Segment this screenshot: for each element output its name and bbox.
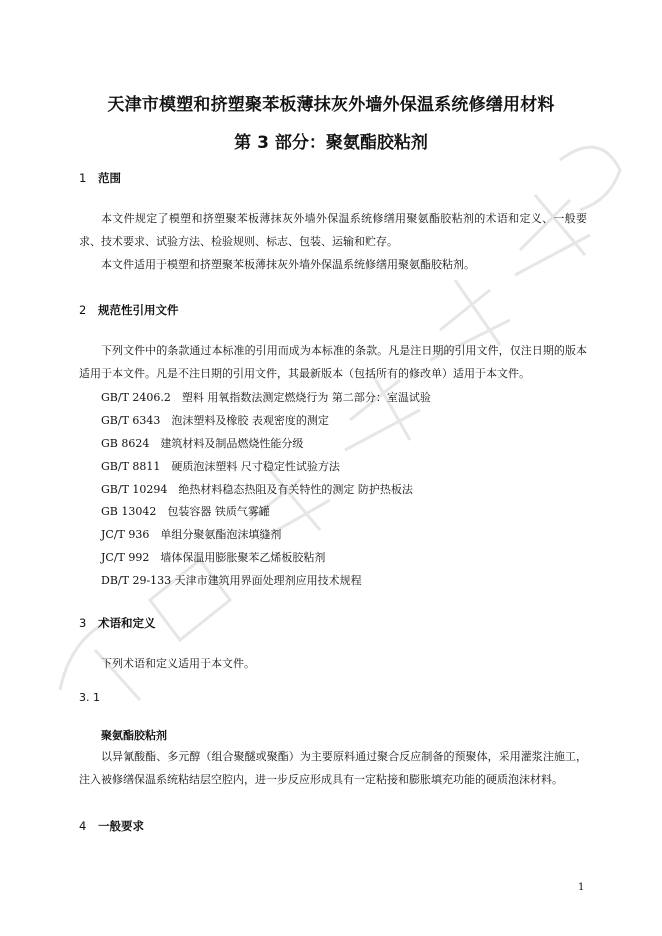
section-4-title: 一般要求 bbox=[98, 819, 144, 833]
section-4-number: 4 bbox=[79, 819, 87, 833]
section-1-heading bbox=[79, 170, 121, 186]
subsection-number: 3. 1 bbox=[79, 691, 100, 704]
reference-item: GB 13042 包装容器 铁质气雾罐 bbox=[101, 505, 270, 518]
section-3-number: 3 bbox=[79, 616, 87, 630]
reference-item: GB/T 6343 泡沫塑料及橡胶 表观密度的测定 bbox=[101, 414, 329, 427]
reference-item: GB/T 8811 硬质泡沫塑料 尺寸稳定性试验方法 bbox=[101, 460, 340, 473]
reference-item: JC/T 936 单组分聚氨酯泡沫填缝剂 bbox=[101, 528, 282, 541]
section-4-heading bbox=[79, 818, 144, 834]
reference-item: DB/T 29-133 天津市建筑用界面处理剂应用技术规程 bbox=[101, 574, 362, 587]
reference-item: GB/T 10294 绝热材料稳态热阻及有关特性的测定 防护热板法 bbox=[101, 483, 413, 496]
term-definition: 以异氰酸酯、多元醇（组合聚醚或聚酯）为主要原料通过聚合反应制备的预聚体，采用灌浆注施工，注入被修缮保温系统粘结层空腔内，进一步反应形成具有一定粘接和膨胀填充功能的硬质泡沫材料。 bbox=[79, 750, 587, 786]
document-title: 天津市模塑和挤塑聚苯板薄抹灰外墙外保温系统修缮用材料 bbox=[107, 95, 555, 115]
section-2-title: 规范性引用文件 bbox=[98, 303, 179, 317]
term-heading: 聚氨酯胶粘剂 bbox=[101, 729, 167, 742]
section-2-heading bbox=[79, 302, 179, 318]
section-2-paragraph: 下列文件中的条款通过本标准的引用而成为本标准的条款。凡是注日期的引用文件，仅注日期的版本适用于本文件。凡是不注日期的引用文件，其最新版本（包括所有的修改单）适用于本文件。 bbox=[79, 344, 587, 380]
page-number: 1 bbox=[578, 882, 585, 893]
section-3-paragraph: 下列术语和定义适用于本文件。 bbox=[101, 657, 255, 670]
section-3-heading bbox=[79, 615, 156, 631]
document-subtitle: 第 3 部分：聚氨酯胶粘剂 bbox=[234, 133, 428, 153]
section-1-paragraph-1: 本文件规定了模塑和挤塑聚苯板薄抹灰外墙外保温系统修缮用聚氨酯胶粘剂的术语和定义、一般要求、技术要求、试验方法、检验规则、标志、包装、运输和贮存。 bbox=[79, 212, 587, 248]
section-3-title: 术语和定义 bbox=[98, 616, 156, 630]
section-2-number: 2 bbox=[79, 303, 87, 317]
section-1-title: 范围 bbox=[98, 171, 121, 185]
reference-item: GB/T 2406.2 塑料 用氧指数法测定燃烧行为 第二部分：室温试验 bbox=[101, 391, 431, 404]
section-1-number: 1 bbox=[79, 171, 87, 185]
reference-item: JC/T 992 墙体保温用膨胀聚苯乙烯板胶粘剂 bbox=[101, 551, 326, 564]
section-1-paragraph-2: 本文件适用于模塑和挤塑聚苯板薄抹灰外墙外保温系统修缮用聚氨酯胶粘剂。 bbox=[101, 258, 475, 271]
reference-item: GB 8624 建筑材料及制品燃烧性能分级 bbox=[101, 437, 304, 450]
